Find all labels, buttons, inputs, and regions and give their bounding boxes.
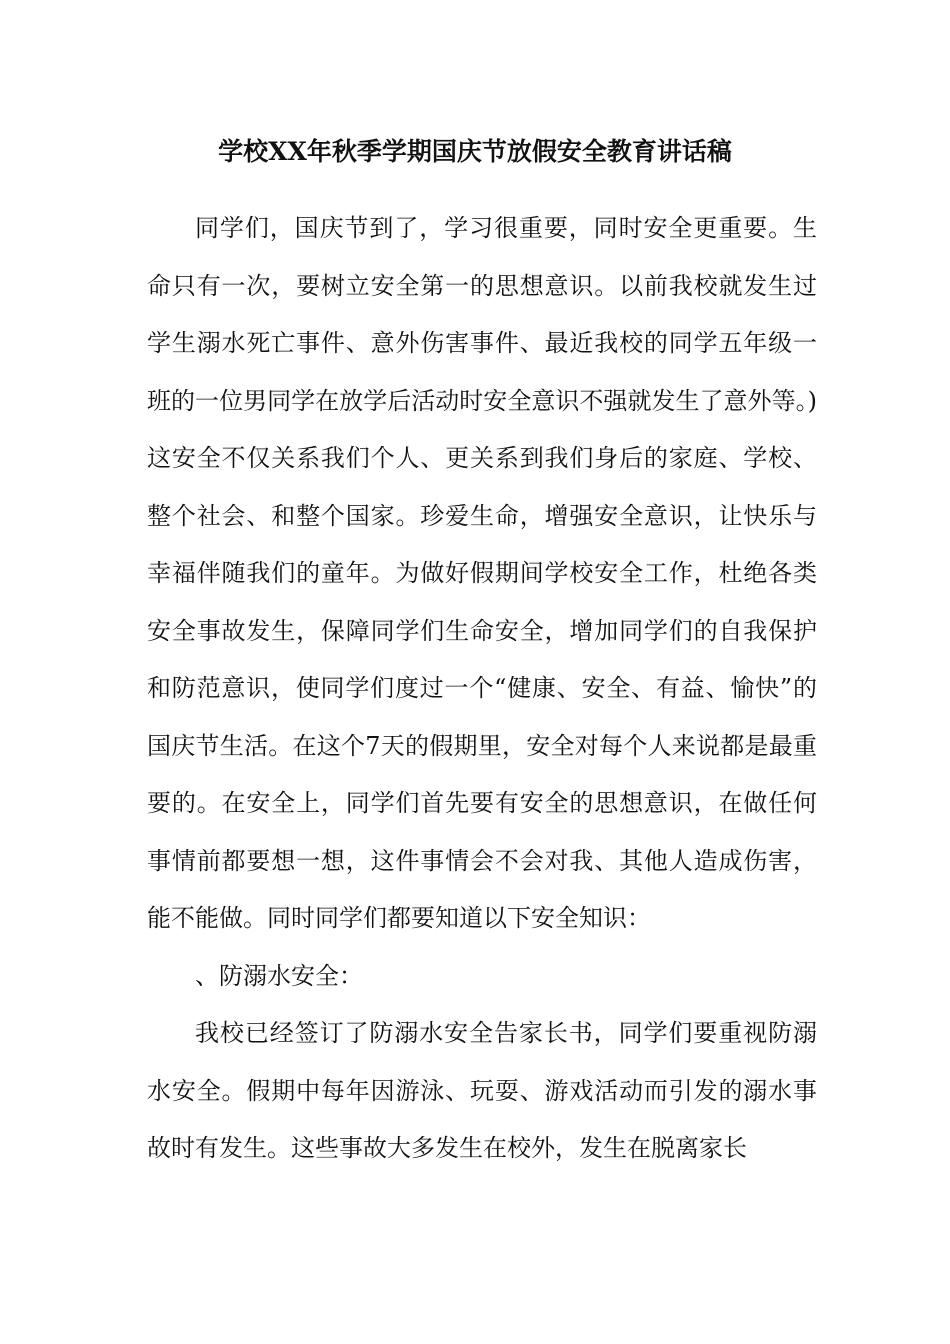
document-title: 学校XX年秋季学期国庆节放假安全教育讲话稿	[218, 137, 732, 166]
document-body	[147, 200, 817, 1178]
paragraph-heading-drowning: 、防溺水安全：	[195, 961, 363, 990]
paragraph-intro: 同学们，国庆节到了，学习很重要，同时安全更重要。生命只有一次，要树立安全第一的思想意识。以前我校就发生过学生溺水死亡事件、意外伤害事件、最近我校的同学五年级一班的一位男同学在放学后活动时安全意识不强就发生了意外等。)这安全不仅关系我们个人、更关系到我们身后的家庭、学校、整个社会、和整个国家。珍爱生命，增强安全意识，让快乐与幸福伴随我们的童年。为做好假期间学校安全工作，杜绝各类安全事故发生，保障同学们生命安全，增加同学们的自我保护和防范意识，使同学们度过一个“健康、安全、有益、愉快”的国庆节生活。在这个7天的假期里，安全对每个人来说都是最重要的。在安全上，同学们首先要有安全的思想意识，在做任何事情前都要想一想，这件事情会不会对我、其他人造成伤害，能不能做。同时同学们都要知道以下安全知识：	[147, 214, 817, 932]
paragraph-drowning: 我校已经签订了防溺水安全告家长书，同学们要重视防溺水安全。假期中每年因游泳、玩耍、游戏活动而引发的溺水事故时有发生。这些事故大多发生在校外，发生在脱离家长	[147, 1019, 817, 1162]
